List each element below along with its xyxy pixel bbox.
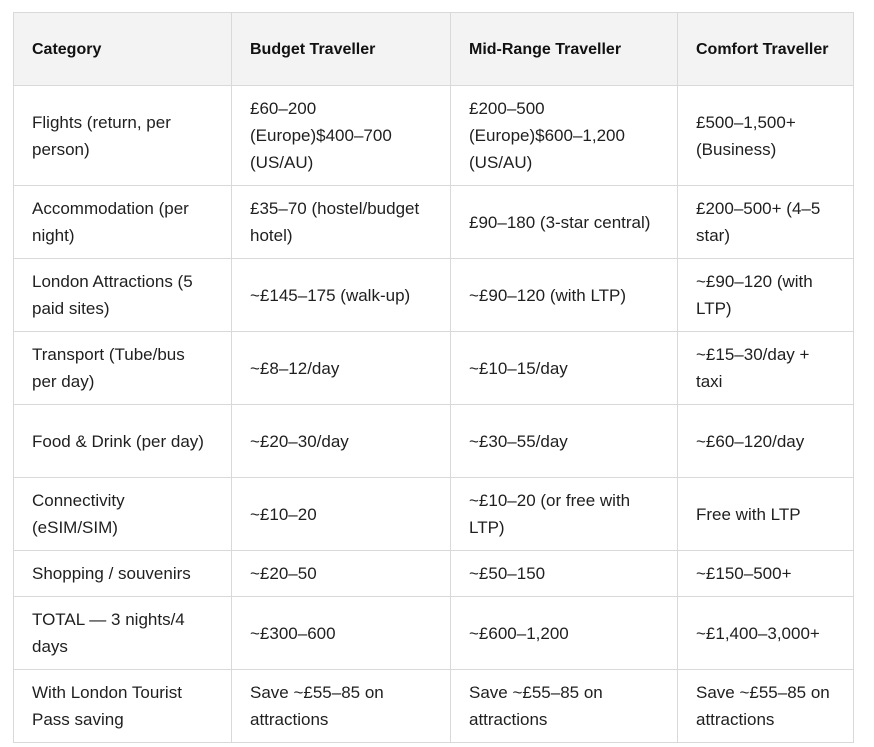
cell-comfort: ~£90–120 (with LTP) — [678, 259, 854, 332]
header-comfort-traveller: Comfort Traveller — [678, 13, 854, 86]
cell-mid-range: ~£10–15/day — [451, 332, 678, 405]
table-row-total — [14, 597, 854, 670]
header-mid-range-traveller: Mid-Range Traveller — [451, 13, 678, 86]
cell-comfort: ~£1,400–3,000+ — [678, 597, 854, 670]
cell-budget: ~£10–20 — [232, 478, 451, 551]
cell-mid-range: £200–500 (Europe)$600–1,200 (US/AU) — [451, 86, 678, 186]
table-header — [14, 13, 854, 86]
table-row-food-drink — [14, 405, 854, 478]
cell-budget: ~£8–12/day — [232, 332, 451, 405]
cell-category: Accommodation (per night) — [14, 186, 232, 259]
cell-category: Food & Drink (per day) — [14, 405, 232, 478]
cell-category: London Attractions (5 paid sites) — [14, 259, 232, 332]
cell-comfort: ~£60–120/day — [678, 405, 854, 478]
cell-comfort: ~£15–30/day + taxi — [678, 332, 854, 405]
cell-category: TOTAL — 3 nights/4 days — [14, 597, 232, 670]
cost-comparison-table-container — [13, 12, 853, 743]
header-category: Category — [14, 13, 232, 86]
cell-budget: ~£145–175 (walk-up) — [232, 259, 451, 332]
cell-category: Shopping / souvenirs — [14, 551, 232, 597]
table-row-flights — [14, 86, 854, 186]
cell-budget: Save ~£55–85 on attractions — [232, 670, 451, 743]
table-row-transport — [14, 332, 854, 405]
cell-mid-range: Save ~£55–85 on attractions — [451, 670, 678, 743]
cell-comfort: £500–1,500+ (Business) — [678, 86, 854, 186]
table-row-attractions — [14, 259, 854, 332]
cell-mid-range: ~£50–150 — [451, 551, 678, 597]
cell-comfort: ~£150–500+ — [678, 551, 854, 597]
table-row-accommodation — [14, 186, 854, 259]
cell-comfort: £200–500+ (4–5 star) — [678, 186, 854, 259]
cell-mid-range: ~£600–1,200 — [451, 597, 678, 670]
cell-category: Flights (return, per person) — [14, 86, 232, 186]
cell-budget: ~£20–50 — [232, 551, 451, 597]
cell-budget: ~£20–30/day — [232, 405, 451, 478]
cell-comfort: Save ~£55–85 on attractions — [678, 670, 854, 743]
cell-category: Transport (Tube/bus per day) — [14, 332, 232, 405]
cell-budget: £60–200 (Europe)$400–700 (US/AU) — [232, 86, 451, 186]
table-row-connectivity — [14, 478, 854, 551]
cell-mid-range: ~£90–120 (with LTP) — [451, 259, 678, 332]
header-row — [14, 13, 854, 86]
cell-budget: ~£300–600 — [232, 597, 451, 670]
cell-mid-range: ~£10–20 (or free with LTP) — [451, 478, 678, 551]
cell-mid-range: ~£30–55/day — [451, 405, 678, 478]
table-row-shopping — [14, 551, 854, 597]
cell-budget: £35–70 (hostel/budget hotel) — [232, 186, 451, 259]
header-budget-traveller: Budget Traveller — [232, 13, 451, 86]
cell-mid-range: £90–180 (3-star central) — [451, 186, 678, 259]
cell-category: Connectivity (eSIM/SIM) — [14, 478, 232, 551]
cell-comfort: Free with LTP — [678, 478, 854, 551]
cell-category: With London Tourist Pass saving — [14, 670, 232, 743]
table-row-tourist-pass-saving — [14, 670, 854, 743]
table-body — [14, 86, 854, 743]
cost-comparison-table — [13, 12, 854, 743]
